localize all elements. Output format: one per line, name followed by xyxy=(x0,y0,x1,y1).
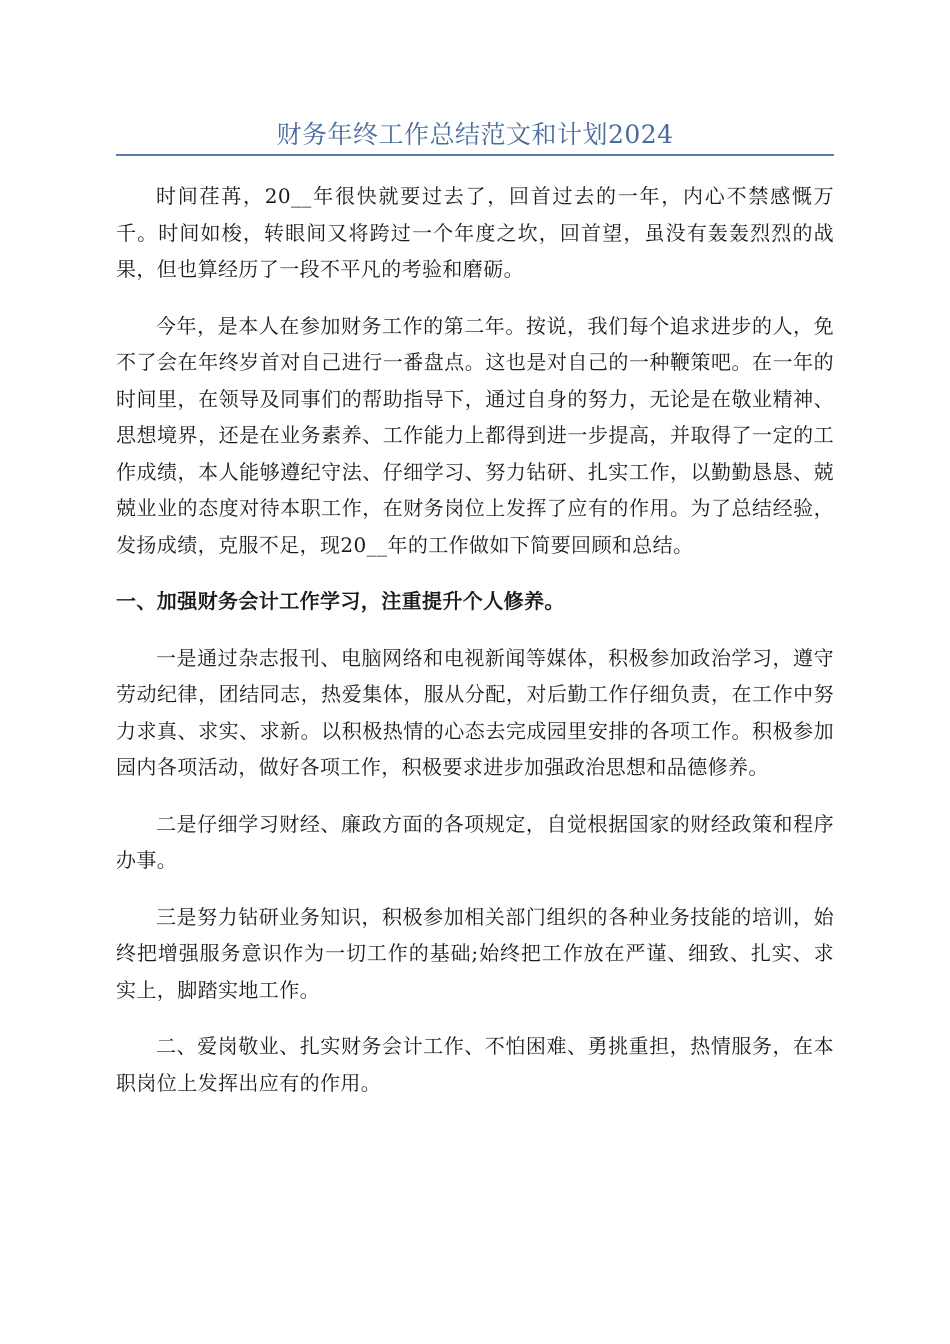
section-heading-1: 一、加强财务会计工作学习，注重提升个人修养。 xyxy=(116,589,565,613)
document-title: 财务年终工作总结范文和计划2024 xyxy=(276,120,674,149)
document-body xyxy=(116,156,834,1101)
document-page xyxy=(116,0,834,1121)
section1-paragraph-4: 二、爱岗敬业、扎实财务会计工作、不怕困难、勇挑重担，热情服务，在本职岗位上发挥出应有的作用。 xyxy=(116,1034,834,1095)
section1-paragraph-2: 二是仔细学习财经、廉政方面的各项规定，自觉根据国家的财经政策和程序办事。 xyxy=(116,811,834,872)
section1-paragraph-3: 三是努力钻研业务知识，积极参加相关部门组织的各种业务技能的培训，始终把增强服务意识作为一切工作的基础;始终把工作放在严谨、细致、扎实、求实上，脚踏实地工作。 xyxy=(116,904,834,1002)
section1-paragraph-1: 一是通过杂志报刊、电脑网络和电视新闻等媒体，积极参加政治学习，遵守劳动纪律，团结同志，热爱集体，服从分配，对后勤工作仔细负责，在工作中努力求真、求实、求新。以积极热情的心态去完成园里安排的各项工作。积极参加园内各项活动，做好各项工作，积极要求进步加强政治思想和品德修养。 xyxy=(116,645,834,779)
intro-paragraph-2: 今年，是本人在参加财务工作的第二年。按说，我们每个追求进步的人，免不了会在年终岁首对自己进行一番盘点。这也是对自己的一种鞭策吧。在一年的时间里，在领导及同事们的帮助指导下，通过自身的努力，无论是在敬业精神、思想境界，还是在业务素养、工作能力上都得到进一步提高，并取得了一定的工作成绩，本人能够遵纪守法、仔细学习、努力钻研、扎实工作，以勤勤恳恳、兢兢业业的态度对待本职工作，在财务岗位上发挥了应有的作用。为了总结经验，发扬成绩，克服不足，现20__年的工作做如下简要回顾和总结。 xyxy=(116,313,834,557)
intro-paragraph-1: 时间荏苒，20__年很快就要过去了，回首过去的一年，内心不禁感慨万千。时间如梭，转眼间又将跨过一个年度之坎，回首望，虽没有轰轰烈烈的战果，但也算经历了一段不平凡的考验和磨砺。 xyxy=(116,184,834,281)
